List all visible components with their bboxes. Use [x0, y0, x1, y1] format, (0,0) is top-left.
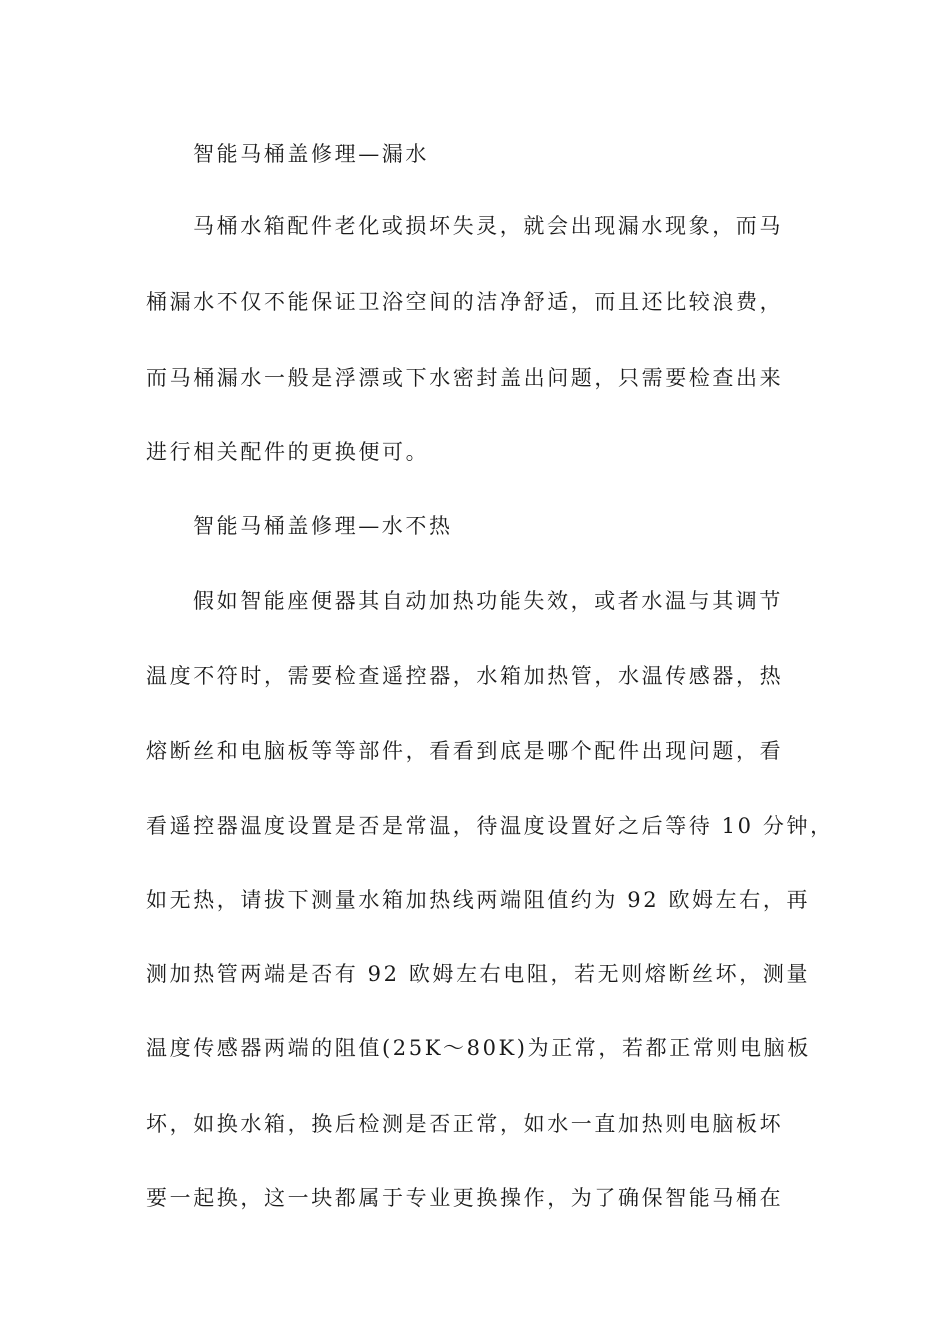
paragraph-line: 测加热管两端是否有 92 欧姆左右电阻，若无则熔断丝坏，测量 [146, 962, 811, 986]
section-heading: 智能马桶盖修理—水不热 [193, 514, 453, 538]
paragraph-line: 桶漏水不仅不能保证卫浴空间的洁净舒适，而且还比较浪费， [146, 290, 784, 314]
paragraph-line: 温度不符时，需要检查遥控器，水箱加热管，水温传感器，热 [146, 664, 784, 688]
paragraph-line: 马桶水箱配件老化或损坏失灵，就会出现漏水现象，而马 [193, 214, 783, 238]
paragraph-line: 熔断丝和电脑板等等部件，看看到底是哪个配件出现问题，看 [146, 739, 784, 763]
paragraph-line: 看遥控器温度设置是否是常温，待温度设置好之后等待 10 分钟， [146, 814, 834, 838]
paragraph-line: 如无热，请拔下测量水箱加热线两端阻值约为 92 欧姆左右，再 [146, 888, 811, 912]
paragraph-line: 假如智能座便器其自动加热功能失效，或者水温与其调节 [193, 589, 783, 613]
paragraph-line: 温度传感器两端的阻值(25K～80K)为正常，若都正常则电脑板 [146, 1036, 811, 1060]
section-heading: 智能马桶盖修理—漏水 [193, 142, 429, 166]
paragraph-line: 而马桶漏水一般是浮漂或下水密封盖出问题，只需要检查出来 [146, 366, 784, 390]
paragraph-line: 坏，如换水箱，换后检测是否正常，如水一直加热则电脑板坏 [146, 1112, 784, 1136]
paragraph-line: 进行相关配件的更换便可。 [146, 440, 430, 464]
paragraph-line: 要一起换，这一块都属于专业更换操作，为了确保智能马桶在 [146, 1186, 784, 1210]
